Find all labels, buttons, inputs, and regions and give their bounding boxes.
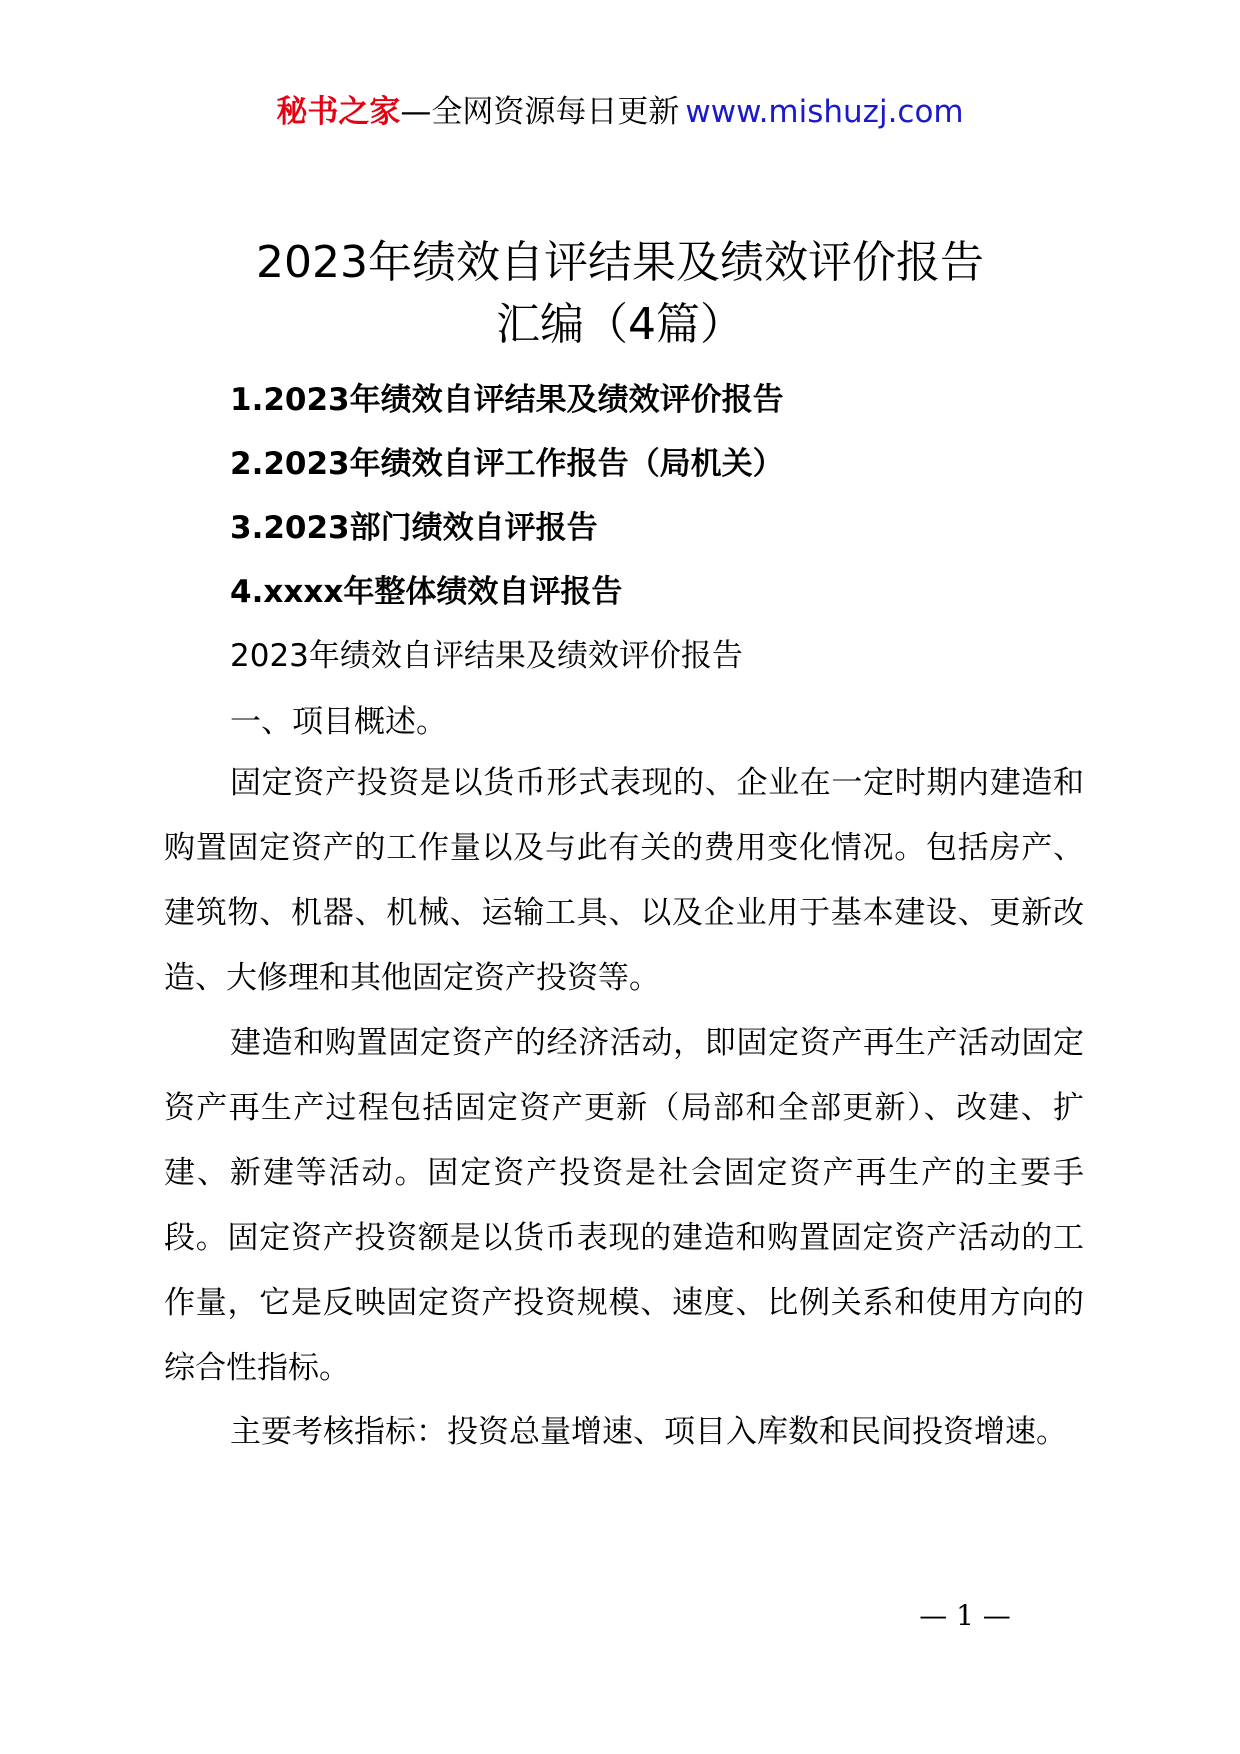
body-paragraph: 固定资产投资是以货币形式表现的、企业在一定时期内建造和购置固定资产的工作量以及与此有关的费用变化情况。包括房产、建筑物、机器、机械、运输工具、以及企业用于基本建设、更新改造、大修理和其他固定资产投资等。 xyxy=(164,765,1084,996)
site-url-link[interactable]: www.mishuzj.com xyxy=(685,94,964,130)
article-subtitle: 2023年绩效自评结果及绩效评价报告 xyxy=(230,638,743,674)
site-brand: 秘书之家 xyxy=(276,94,401,130)
toc-item: 3.2023部门绩效自评报告 xyxy=(230,510,598,546)
document-title xyxy=(0,232,1240,356)
toc-item: 2.2023年绩效自评工作报告（局机关） xyxy=(230,446,784,482)
toc-item: 4.xxxx年整体绩效自评报告 xyxy=(230,574,623,610)
site-header xyxy=(0,92,1240,132)
table-of-contents xyxy=(230,368,1130,624)
page-number: — 1 — xyxy=(919,1599,1011,1632)
toc-item: 1.2023年绩效自评结果及绩效评价报告 xyxy=(230,382,784,418)
body-paragraph: 建造和购置固定资产的经济活动，即固定资产再生产活动固定资产再生产过程包括固定资产更新（局部和全部更新）、改建、扩建、新建等活动。固定资产投资是社会固定资产再生产的主要手段。固定资产投资额是以货币表现的建造和购置固定资产活动的工作量，它是反映固定资产投资规模、速度、比例关系和使用方向的综合性指标。 xyxy=(164,1025,1084,1386)
body-paragraph: 主要考核指标：投资总量增速、项目入库数和民间投资增速。 xyxy=(230,1414,1067,1450)
section-heading: 一、项目概述。 xyxy=(230,704,447,740)
document-title-line-2: 汇编（4篇） xyxy=(496,299,744,350)
document-title-line-1: 2023年绩效自评结果及绩效评价报告 xyxy=(256,237,984,288)
site-tagline: —全网资源每日更新 xyxy=(400,94,680,130)
